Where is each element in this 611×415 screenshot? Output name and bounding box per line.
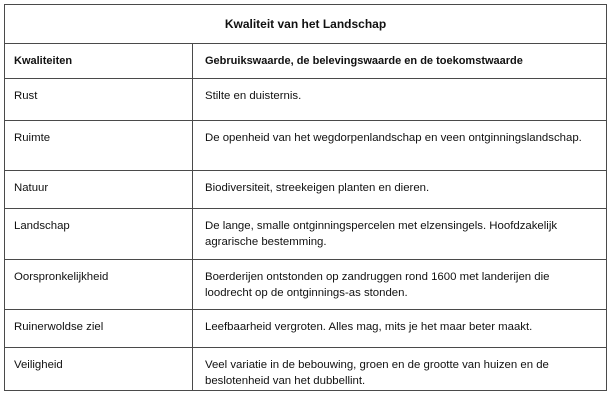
description-cell: De lange, smalle ontginningspercelen met elzensingels. Hoofdzakelijk agrarische bestemming. <box>193 209 607 260</box>
table-row <box>5 348 607 391</box>
table-title-row <box>5 5 607 44</box>
description-cell: Veel variatie in de bebouwing, groen en de grootte van huizen en de beslotenheid van het dubbellint. <box>193 348 607 391</box>
table-row <box>5 209 607 260</box>
description-cell: Leefbaarheid vergroten. Alles mag, mits je het maar beter maakt. <box>193 310 607 348</box>
quality-cell: Landschap <box>5 209 193 260</box>
landscape-quality-table <box>4 4 607 391</box>
description-cell: De openheid van het wegdorpenlandschap en veen ontginningslandschap. <box>193 121 607 171</box>
quality-cell: Ruinerwoldse ziel <box>5 310 193 348</box>
table-row <box>5 260 607 310</box>
quality-cell: Veiligheid <box>5 348 193 391</box>
quality-cell: Ruimte <box>5 121 193 171</box>
table-row <box>5 171 607 209</box>
quality-cell: Natuur <box>5 171 193 209</box>
table-row <box>5 79 607 121</box>
column-header-qualities: Kwaliteiten <box>5 44 193 79</box>
table-header-row <box>5 44 607 79</box>
description-cell: Biodiversiteit, streekeigen planten en dieren. <box>193 171 607 209</box>
table-row <box>5 310 607 348</box>
description-cell: Boerderijen ontstonden op zandruggen rond 1600 met landerijen die loodrecht op de ontginnings-as stonden. <box>193 260 607 310</box>
quality-cell: Oorspronkelijkheid <box>5 260 193 310</box>
description-cell: Stilte en duisternis. <box>193 79 607 121</box>
table-title: Kwaliteit van het Landschap <box>5 5 607 44</box>
table-row <box>5 121 607 171</box>
column-header-values: Gebruikswaarde, de belevingswaarde en de toekomstwaarde <box>193 44 607 79</box>
quality-cell: Rust <box>5 79 193 121</box>
